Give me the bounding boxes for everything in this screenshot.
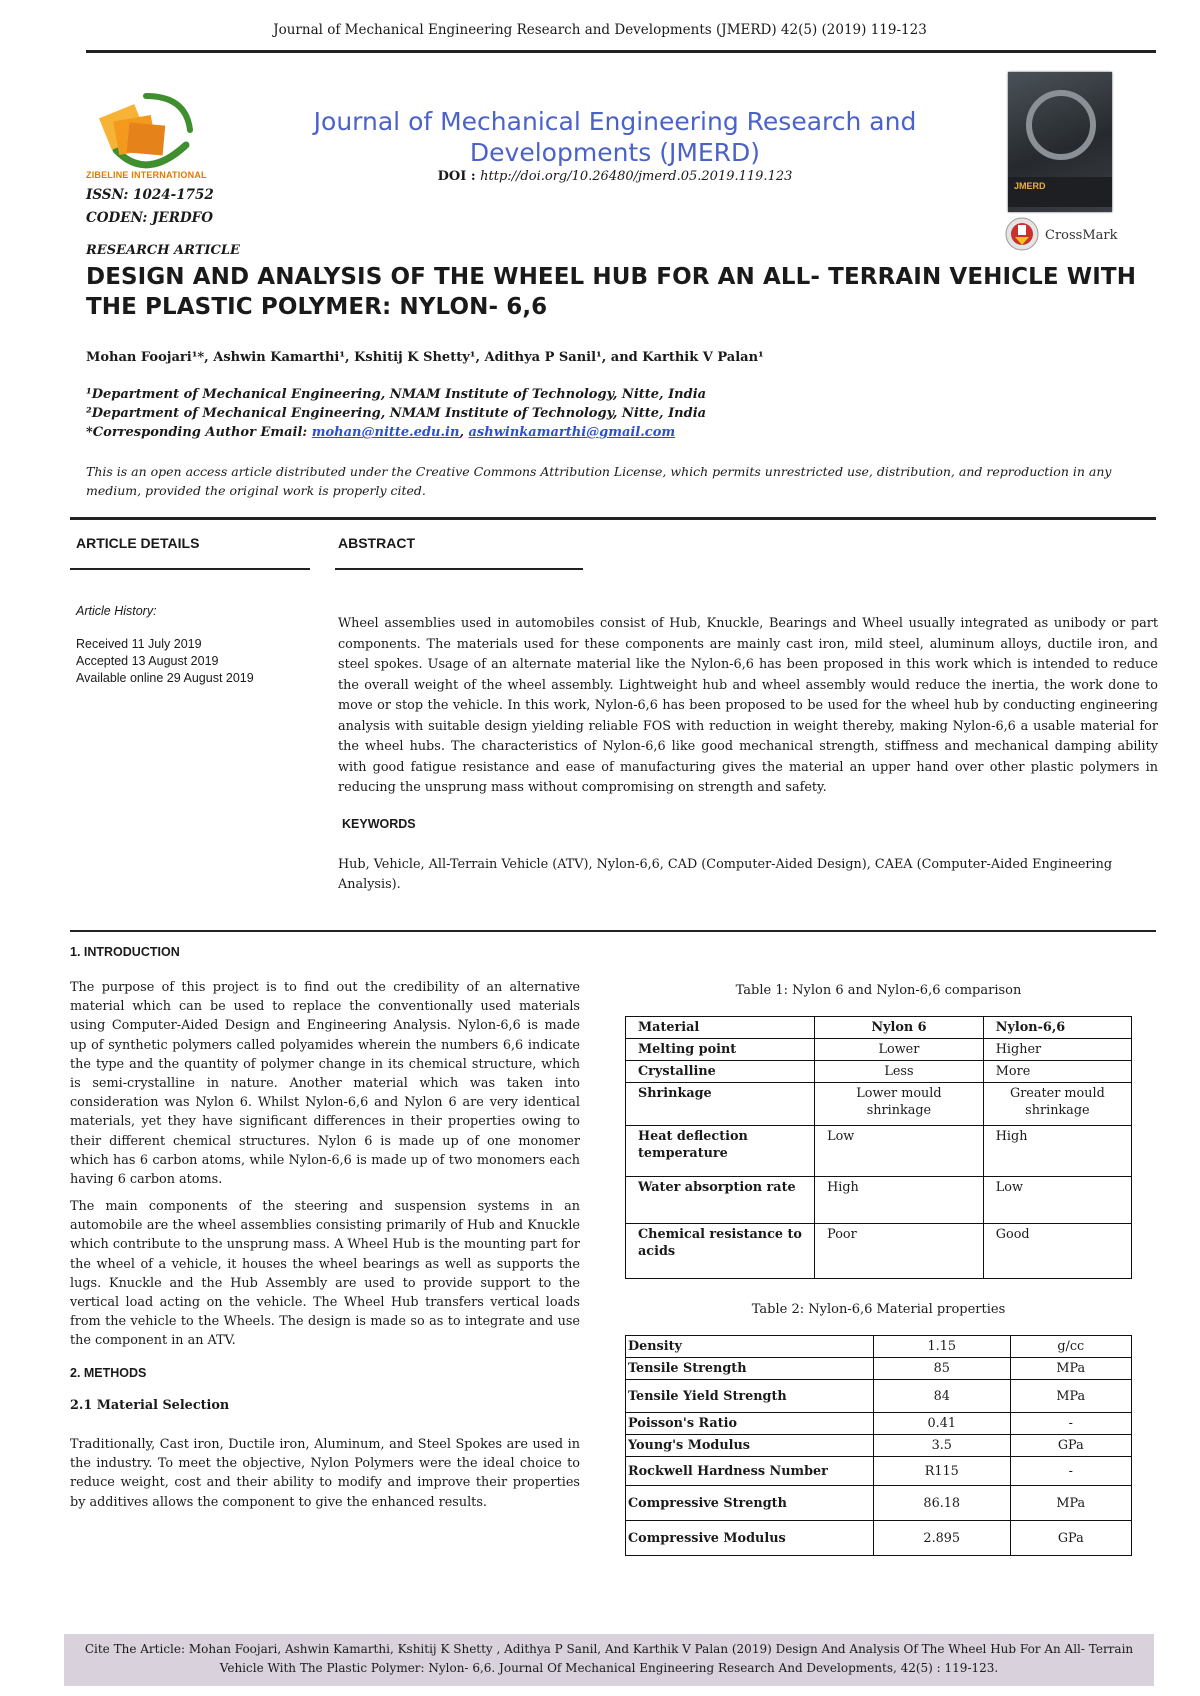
email-label: *Corresponding Author Email:	[86, 425, 312, 440]
table-cell: 0.41	[873, 1413, 1010, 1435]
gear-icon	[1026, 90, 1096, 160]
abstract-heading: ABSTRACT	[338, 535, 415, 551]
doi-link[interactable]: http://doi.org/10.26480/jmerd.05.2019.119.123	[480, 169, 793, 184]
methods-heading: 2. METHODS	[70, 1366, 147, 1380]
table-row	[626, 1358, 1132, 1380]
table-cell: MPa	[1010, 1486, 1131, 1521]
table-cell: MPa	[1010, 1380, 1131, 1413]
table-cell: High	[815, 1177, 984, 1224]
journal-title[interactable]: Journal of Mechanical Engineering Research and Developments (JMERD)	[313, 107, 917, 167]
publisher-name: ZIBELINE INTERNATIONAL	[86, 170, 207, 180]
keywords-heading: KEYWORDS	[342, 817, 416, 831]
table-cell: Poor	[815, 1224, 984, 1279]
received-date: Received 11 July 2019	[76, 637, 202, 651]
table-cell: More	[983, 1061, 1131, 1083]
table-cell: Rockwell Hardness Number	[626, 1457, 874, 1486]
material-selection-heading: 2.1 Material Selection	[70, 1398, 230, 1413]
table-row	[626, 1435, 1132, 1457]
table-header-cell: Nylon-6,6	[983, 1017, 1131, 1039]
table-cell: Shrinkage	[626, 1083, 815, 1126]
table-row	[626, 1061, 1132, 1083]
table-cell: Tensile Yield Strength	[626, 1380, 874, 1413]
email-separator: ,	[459, 425, 469, 440]
table-header-cell: Material	[626, 1017, 815, 1039]
table-cell: Melting point	[626, 1039, 815, 1061]
table-1	[625, 1016, 1132, 1279]
details-heading-rule	[70, 568, 310, 570]
table-2	[625, 1335, 1132, 1556]
table-row	[626, 1413, 1132, 1435]
table-cell: Chemical resistance to acids	[626, 1224, 815, 1279]
table-row	[626, 1486, 1132, 1521]
table-cell: MPa	[1010, 1358, 1131, 1380]
table-cell: -	[1010, 1413, 1131, 1435]
affiliation-1: ¹Department of Mechanical Engineering, NMAM Institute of Technology, Nitte, India	[86, 387, 707, 402]
journal-cover-image[interactable]	[1008, 72, 1112, 212]
material-selection-paragraph: Traditionally, Cast iron, Ductile iron, Aluminum, and Steel Spokes are used in the industry. To meet the objective, Nylon Polymers were the ideal choice to reduce weight, cost and their ability to modify and improve their properties by additives allows the component to give the enhanced results.	[70, 1437, 580, 1510]
intro-paragraph-2: The main components of the steering and suspension systems in an automobile are the wheel assemblies consisting primarily of Hub and Knuckle which contribute to the unsprung mass. A Wheel Hub is the mounting part for the wheel of a vehicle, it houses the wheel bearings as well as supports the lugs. Knuckle and the Hub Assembly are used to provide support to the vertical load acting on the vehicle. The Wheel Hub transfers vertical loads from the vehicle to the Wheels. The design is made so as to integrate and use the component in an ATV.	[70, 1199, 580, 1349]
table-row	[626, 1039, 1132, 1061]
table-cell: Low	[983, 1177, 1131, 1224]
history-heading: Article History:	[76, 604, 157, 618]
table-row	[626, 1457, 1132, 1486]
section-rule-body	[70, 930, 1156, 932]
table-cell: GPa	[1010, 1435, 1131, 1457]
table-row	[626, 1126, 1132, 1177]
affiliation-2: ²Department of Mechanical Engineering, NMAM Institute of Technology, Nitte, India	[86, 406, 707, 421]
table-cell: Young's Modulus	[626, 1435, 874, 1457]
author-list: Mohan Foojari¹*, Ashwin Kamarthi¹, Kshitij K Shetty¹, Adithya P Sanil¹, and Karthik V Palan¹	[86, 350, 764, 365]
table-cell: Lower mould shrinkage	[815, 1083, 984, 1126]
crossmark-label[interactable]: CrossMark	[1045, 228, 1118, 243]
table-cell: 85	[873, 1358, 1010, 1380]
table-cell: GPa	[1010, 1521, 1131, 1556]
article-details-heading: ARTICLE DETAILS	[76, 535, 200, 551]
doi-label: DOI :	[437, 169, 481, 184]
table-cell: Greater mould shrinkage	[983, 1083, 1131, 1126]
table-row	[626, 1083, 1132, 1126]
accepted-date: Accepted 13 August 2019	[76, 654, 219, 668]
intro-paragraph-1: The purpose of this project is to find out the credibility of an alternative material which can be used to replace the conventionally used materials using Computer-Aided Design and Engineering Analysis. Nylon-6,6 is made up of synthetic polymers called polyamides wherein the numbers 6,6 indicate the type and the quantity of polymer change in its chemical structure, which is semi-crystalline in nature. Another material which was taken into consideration was Nylon 6. Whilst Nylon-6,6 and Nylon 6 are very identical materials, yet they have significant differences in their properties owing to their different chemical structures. Nylon 6 is made up of one monomer which has 6 carbon atoms, while Nylon-6,6 is made up of two monomers each having 6 carbon atoms.	[70, 980, 580, 1188]
cover-brand: JMERD	[1014, 181, 1046, 191]
table-2-caption: Table 2: Nylon-6,6 Material properties	[751, 1302, 1006, 1317]
table-cell: Compressive Strength	[626, 1486, 874, 1521]
online-date: Available online 29 August 2019	[76, 671, 254, 685]
table-cell: 3.5	[873, 1435, 1010, 1457]
table-cell: Tensile Strength	[626, 1358, 874, 1380]
table-cell: g/cc	[1010, 1336, 1131, 1358]
coden: CODEN: JERDFO	[86, 210, 213, 226]
table-cell: 2.895	[873, 1521, 1010, 1556]
issn: ISSN: 1024-1752	[86, 187, 214, 203]
keywords-text: Hub, Vehicle, All-Terrain Vehicle (ATV), Nylon-6,6, CAD (Computer-Aided Design), CAEA (Computer-Aided Engineering Analysis).	[338, 857, 1113, 892]
table-row	[626, 1224, 1132, 1279]
table-cell: R115	[873, 1457, 1010, 1486]
header-rule	[86, 50, 1156, 53]
crossmark-icon[interactable]	[1005, 217, 1039, 251]
table-row	[626, 1177, 1132, 1224]
section-rule-top	[70, 517, 1156, 520]
running-header: Journal of Mechanical Engineering Research and Developments (JMERD) 42(5) (2019) 119-123	[273, 22, 927, 38]
table-cell: 86.18	[873, 1486, 1010, 1521]
corresponding-email	[86, 425, 675, 440]
table-cell: Low	[815, 1126, 984, 1177]
license-statement: This is an open access article distributed under the Creative Commons Attribution License, which permits unrestricted use, distribution, and reproduction in any medium, provided the original work is properly cited.	[86, 464, 1112, 498]
table-cell: Heat deflection temperature	[626, 1126, 815, 1177]
table-cell: 1.15	[873, 1336, 1010, 1358]
table-cell: Compressive Modulus	[626, 1521, 874, 1556]
table-row	[626, 1521, 1132, 1556]
table-cell: High	[983, 1126, 1131, 1177]
abstract-heading-rule	[335, 568, 583, 570]
table-cell: Crystalline	[626, 1061, 815, 1083]
table-row	[626, 1380, 1132, 1413]
doi-line	[300, 169, 930, 184]
publisher-logo-icon	[86, 90, 208, 182]
table-cell: -	[1010, 1457, 1131, 1486]
table-cell: Water absorption rate	[626, 1177, 815, 1224]
article-type: RESEARCH ARTICLE	[86, 243, 240, 258]
table-header-cell: Nylon 6	[815, 1017, 984, 1039]
email-link-2[interactable]: ashwinkamarthi@gmail.com	[468, 425, 676, 440]
table-cell: Lower	[815, 1039, 984, 1061]
email-link-1[interactable]: mohan@nitte.edu.in	[311, 425, 460, 440]
table-cell: Good	[983, 1224, 1131, 1279]
abstract-text: Wheel assemblies used in automobiles consist of Hub, Knuckle, Bearings and Wheel usually integrated as unibody or part components. The materials used for these components are mainly cast iron, mild steel, aluminum alloys, ductile iron, and steel spokes. Usage of an alternate material like the Nylon-6,6 has been proposed in this work which is intended to reduce the overall weight of the wheel assembly. Lightweight hub and wheel assembly would reduce the inertia, the work done to move or stop the vehicle. In this work, Nylon-6,6 has been proposed to be used for the wheel hub by conducting engineering analysis with suitable design yielding reliable FOS with reduction in weight thereby, making Nylon-6,6 a usable material for the wheel hubs. The characteristics of Nylon-6,6 like good mechanical strength, stiffness and mechanical damping ability with good fatigue resistance and ease of manufacturing gives the material an upper hand over other plastic polymers in reducing the unsprung mass without compromising on strength and safety.	[338, 616, 1158, 795]
table-row	[626, 1336, 1132, 1358]
article-title: DESIGN AND ANALYSIS OF THE WHEEL HUB FOR AN ALL- TERRAIN VEHICLE WITH THE PLASTIC POLYMER: NYLON- 6,6	[86, 264, 1137, 320]
table-cell: Density	[626, 1336, 874, 1358]
introduction-heading: 1. INTRODUCTION	[70, 945, 180, 959]
table-row	[626, 1017, 1132, 1039]
table-cell: Higher	[983, 1039, 1131, 1061]
table-cell: Less	[815, 1061, 984, 1083]
table-cell: 84	[873, 1380, 1010, 1413]
table-1-caption: Table 1: Nylon 6 and Nylon-6,6 comparison	[735, 983, 1022, 998]
citation-text: Cite The Article: Mohan Foojari, Ashwin Kamarthi, Kshitij K Shetty , Adithya P Sanil, And Karthik V Palan (2019) Design And Analysis Of The Wheel Hub For An All- Terrain Vehicle With The Plastic Polymer: Nylon- 6,6. Journal Of Mechanical Engineering Research And Developments, 42(5) : 119-123.	[84, 1642, 1134, 1675]
table-cell: Poisson's Ratio	[626, 1413, 874, 1435]
